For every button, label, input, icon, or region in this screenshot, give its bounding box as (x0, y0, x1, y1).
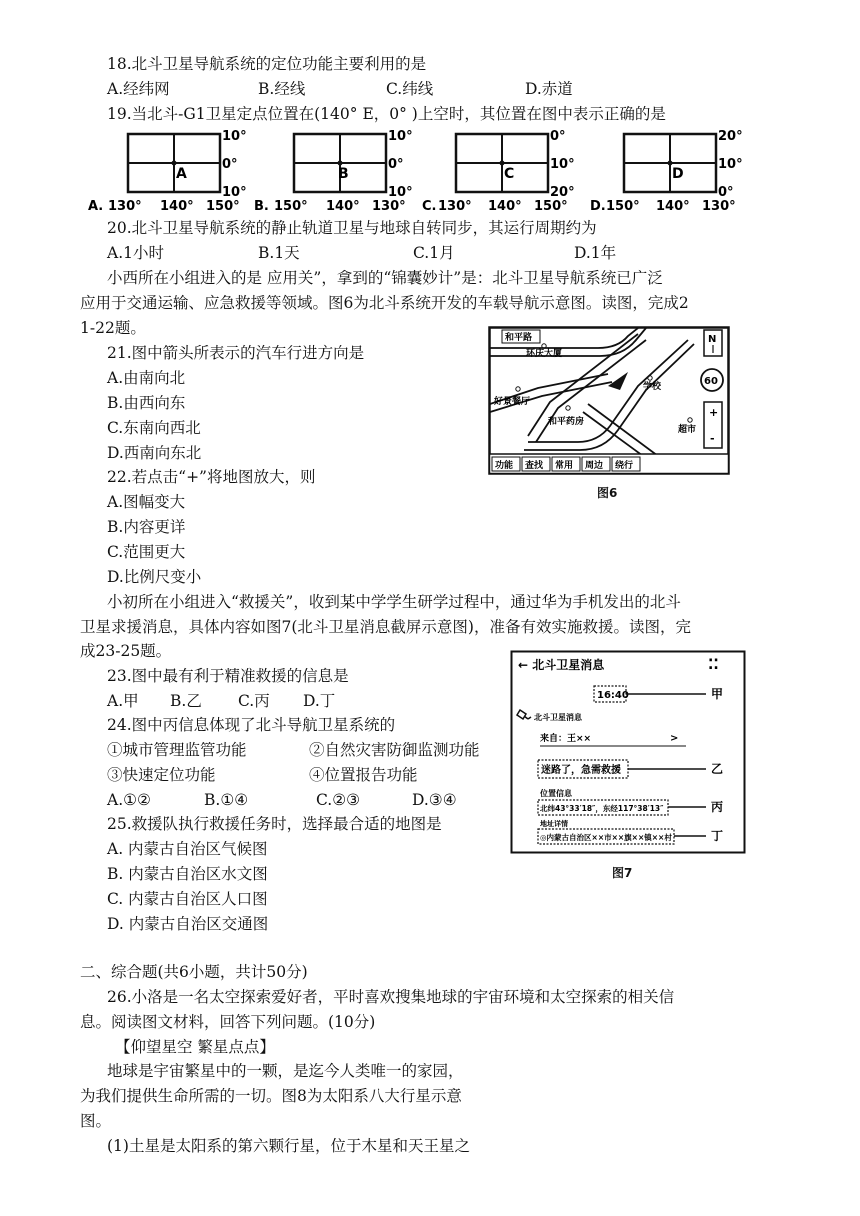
q19-stem: 19.当北斗-G1卫星定点位置在(140° E，0° )上空时，其位置在图中表示正确的是 (107, 105, 666, 123)
message-app-name: 北斗卫星消息 (534, 713, 582, 722)
place-school: 学校 (643, 382, 662, 392)
tag-yi: 乙 (711, 762, 724, 776)
location-coordinates: 北纬43°33′18″，东经117°38′13″ (540, 804, 664, 813)
message-text: 迷路了，急需救援 (541, 765, 621, 776)
q23-option-b: B.乙 (170, 692, 202, 710)
message-time: 16:40 (597, 690, 629, 701)
q23-option-a: A.甲 (107, 692, 139, 710)
q19-d-lat-top: 20° (718, 129, 743, 144)
q22-option-a: A.图幅变大 (107, 493, 186, 511)
q21-option-d: D.西南向东北 (107, 444, 202, 462)
q19-b-lon-mid: 140° (326, 199, 360, 214)
figure-7-caption: 图7 (612, 866, 633, 880)
q20-option-d: D.1年 (574, 244, 617, 262)
q18-option-c: C.纬线 (386, 80, 434, 98)
place-pharmacy: 和平药房 (548, 417, 585, 427)
q21-option-a: A.由南向北 (107, 369, 186, 387)
q19-c-lat-mid: 10° (550, 157, 575, 172)
q19-c-lat-bottom: 20° (550, 185, 575, 200)
q21-stem: 21.图中箭头所表示的汽车行进方向是 (107, 344, 365, 362)
q19-a-lon-right: 150° (206, 199, 240, 214)
place-huanqing-building: 环庆大厦 (526, 349, 563, 359)
q26-line2: 息。阅读图文材料，回答下列问题。(10分) (80, 1013, 376, 1031)
q23-stem: 23.图中最有利于精准救援的信息是 (107, 667, 349, 685)
q25-option-a: A. 内蒙古自治区气候图 (107, 840, 268, 858)
q22-option-b: B.内容更详 (107, 518, 186, 536)
q18-option-d: D.赤道 (525, 80, 573, 98)
q19-point-a-dot (172, 161, 177, 166)
q19-c-lat-top: 0° (550, 129, 566, 144)
q19-grid-a (88, 129, 247, 214)
q19-d-lon-right: 130° (702, 199, 736, 214)
q19-d-option-letter: D. (590, 199, 606, 214)
q19-a-lat-top: 10° (222, 129, 247, 144)
q24-stem: 24.图中丙信息体现了北斗导航卫星系统的 (107, 716, 396, 734)
speed-limit-value: 60 (704, 376, 718, 387)
address-detail: ◎内蒙古自治区××市××旗××镇××村 (540, 833, 672, 842)
q19-grid-b (254, 129, 413, 214)
q24-item-3: ③快速定位功能 (107, 766, 216, 784)
q19-a-option-letter: A. (88, 199, 104, 214)
q19-b-lat-bottom: 10° (388, 185, 413, 200)
figure-7-beidou-message (510, 650, 746, 854)
q18-option-b: B.经线 (258, 80, 306, 98)
q19-b-option-letter: B. (254, 199, 269, 214)
compass-north-label: N (708, 334, 717, 345)
q23-option-d: D.丁 (303, 692, 336, 710)
q19-point-b-dot (338, 161, 343, 166)
q24-option-b: B.①④ (204, 791, 249, 809)
q19-point-b-label: B (338, 166, 349, 182)
q20-option-c: C.1月 (413, 244, 455, 262)
tag-ding: 丁 (711, 829, 724, 843)
zoom-in-button[interactable]: + (709, 406, 719, 419)
q19-b-lat-top: 10° (388, 129, 413, 144)
q20-option-b: B.1天 (258, 244, 300, 262)
nav-button-detour-label: 绕行 (615, 461, 634, 471)
q25-option-d: D. 内蒙古自治区交通图 (107, 915, 269, 933)
q20-option-a: A.1小时 (107, 244, 164, 262)
q21-option-c: C.东南向西北 (107, 419, 201, 437)
q19-c-lon-mid: 140° (488, 199, 522, 214)
q26-paragraph-1: 地球是宇宙繁星中的一颗，是迄今人类唯一的家园， (107, 1062, 464, 1080)
road-name-label: 和平路 (505, 333, 533, 343)
q19-d-lat-mid: 10° (718, 157, 743, 172)
q19-point-d-label: D (672, 166, 684, 182)
q19-c-lon-right: 150° (534, 199, 568, 214)
q19-c-option-letter: C. (422, 199, 437, 214)
intro2-line1: 小初所在小组进入“救援关”，收到某中学学生研学过程中，通过华为手机发出的北斗 (107, 593, 681, 611)
q19-d-lat-bottom: 0° (718, 185, 734, 200)
q24-option-c: C.②③ (316, 791, 361, 809)
q26-heading: 【仰望星空 繁星点点】 (115, 1038, 275, 1056)
q26-paragraph-3: 图。 (80, 1112, 112, 1130)
q21-option-b: B.由西向东 (107, 394, 186, 412)
nav-button-common-label: 常用 (555, 461, 574, 471)
q26-line1: 26.小洛是一名太空探索爱好者，平时喜欢搜集地球的宇宙环境和太空探索的相关信 (107, 988, 675, 1006)
q24-item-4: ④位置报告功能 (309, 766, 418, 784)
figure-6-navigation-map (488, 326, 730, 476)
q24-item-1: ①城市管理监管功能 (107, 741, 247, 759)
q19-b-lat-mid: 0° (388, 157, 404, 172)
intro1-line3: 1-22题。 (80, 319, 146, 337)
tag-jia: 甲 (711, 687, 724, 701)
q19-a-lat-bottom: 10° (222, 185, 247, 200)
q23-option-c: C.丙 (238, 692, 270, 710)
q24-option-d: D.③④ (412, 791, 457, 809)
message-menu-icon: ⁚⁚ (708, 657, 719, 673)
intro1-line2: 应用于交通运输、应急救援等领域。图6为北斗系统开发的车载导航示意图。读图，完成2 (80, 294, 689, 312)
q25-option-b: B. 内蒙古自治区水文图 (107, 865, 268, 883)
q19-grid-figures (86, 128, 776, 216)
q25-stem: 25.救援队执行救援任务时，选择最合适的地图是 (107, 815, 442, 833)
q19-point-c-dot (500, 161, 505, 166)
q18-stem: 18.北斗卫星导航系统的定位功能主要利用的是 (107, 55, 427, 73)
q19-c-lon-left: 130° (438, 199, 472, 214)
q19-b-lon-right: 130° (372, 199, 406, 214)
q22-stem: 22.若点击“+”将地图放大，则 (107, 468, 316, 486)
q22-option-c: C.范围更大 (107, 543, 186, 561)
tag-bing: 丙 (711, 800, 724, 814)
intro1-line1: 小西所在小组进入的是 应用关”，拿到的“锦囊妙计”是：北斗卫星导航系统已广泛 (107, 269, 663, 287)
zoom-out-button[interactable]: - (710, 432, 715, 445)
q18-option-a: A.经纬网 (107, 80, 170, 98)
nav-button-search-label: 查找 (525, 461, 544, 471)
q24-item-2: ②自然灾害防御监测功能 (309, 741, 480, 759)
message-sender: 来自：王×× (540, 734, 592, 744)
q19-d-lon-left: 150° (606, 199, 640, 214)
q22-option-d: D.比例尺变小 (107, 568, 202, 586)
message-header: ← 北斗卫星消息 (518, 658, 605, 672)
section-2-title: 二、综合题(共6小题，共计50分) (80, 963, 308, 981)
q19-grid-d (590, 129, 743, 214)
q19-d-lon-mid: 140° (656, 199, 690, 214)
q26-subquestion-1: (1)土星是太阳系的第六颗行星，位于木星和天王星之 (107, 1137, 470, 1155)
q26-paragraph-2: 为我们提供生命所需的一切。图8为太阳系八大行星示意 (80, 1087, 462, 1105)
intro2-line2: 卫星求援消息，具体内容如图7(北斗卫星消息截屏示意图)，准备有效实施救援。读图，完 (80, 618, 691, 636)
place-supermarket: 超市 (678, 425, 697, 435)
message-sender-arrow: > (670, 733, 679, 744)
address-label: 地址详情 (540, 820, 568, 828)
q19-b-lon-left: 150° (274, 199, 308, 214)
q19-point-d-dot (668, 161, 673, 166)
q19-point-c-label: C (504, 166, 515, 182)
intro2-line3: 成23-25题。 (80, 642, 172, 660)
q19-point-a-label: A (176, 166, 187, 182)
q19-a-lon-mid: 140° (160, 199, 194, 214)
nav-button-nearby-label: 周边 (585, 461, 604, 471)
q19-a-lon-left: 130° (108, 199, 142, 214)
nav-button-function-label: 功能 (495, 461, 514, 471)
q20-stem: 20.北斗卫星导航系统的静止轨道卫星与地球自转同步，其运行周期约为 (107, 219, 597, 237)
q19-a-lat-mid: 0° (222, 157, 238, 172)
location-label: 位置信息 (540, 789, 572, 798)
place-restaurant: 好景餐厅 (494, 397, 531, 407)
q19-grid-c (422, 129, 575, 214)
figure-6-caption: 图6 (597, 486, 618, 500)
q24-option-a: A.①② (107, 791, 151, 809)
q25-option-c: C. 内蒙古自治区人口图 (107, 890, 268, 908)
